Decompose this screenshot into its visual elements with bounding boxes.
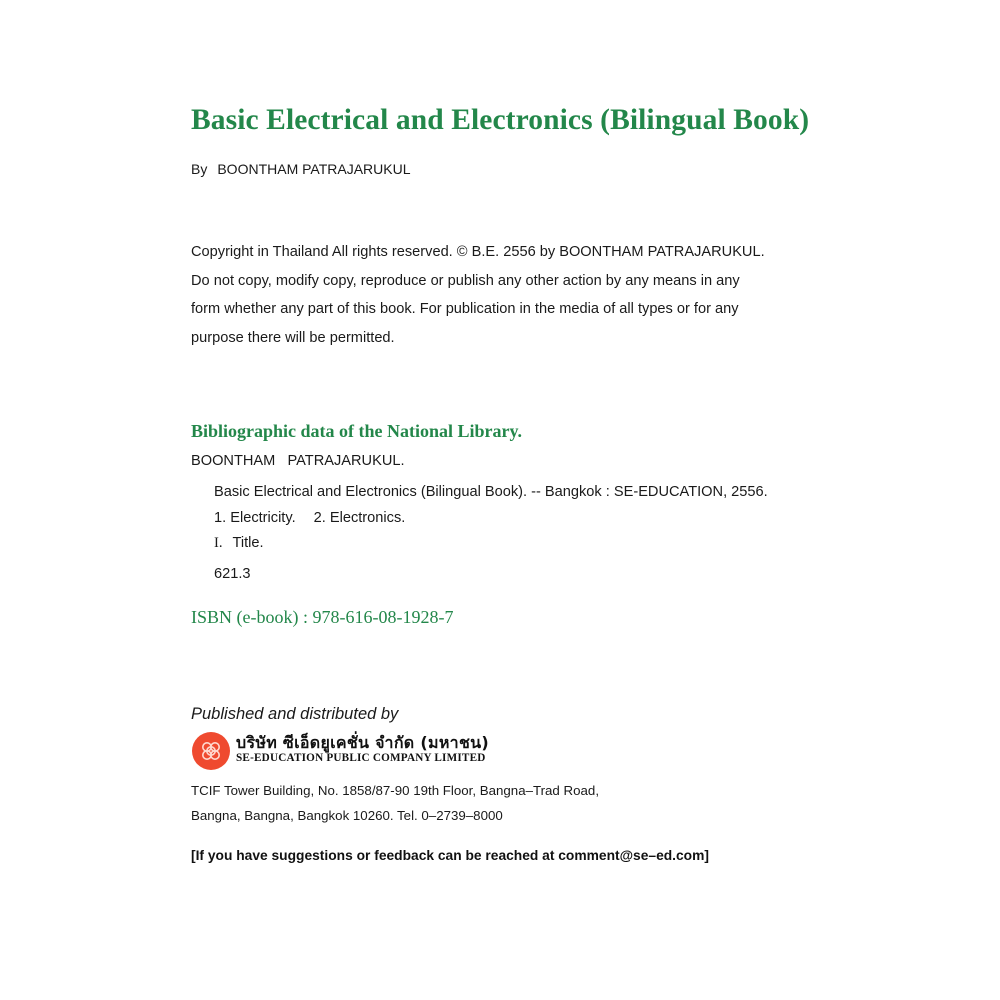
copyright-line: Do not copy, modify copy, reproduce or publish any other action by any means in any	[191, 273, 740, 289]
publisher-name-thai: บริษัท ซีเอ็ดยูเคชั่น จำกัด (มหาชน)	[236, 733, 489, 752]
author-name: BOONTHAM PATRAJARUKUL	[217, 161, 411, 177]
book-title: Basic Electrical and Electronics (Bilingual Book)	[191, 104, 810, 136]
publisher-name-en: SE-EDUCATION PUBLIC COMPANY LIMITED	[236, 752, 486, 764]
author-line	[191, 161, 411, 177]
feedback-note: [If you have suggestions or feedback can be reached at comment@se–ed.com]	[191, 848, 709, 863]
copyright-line: purpose there will be permitted.	[191, 330, 395, 346]
publisher-logo-icon	[192, 732, 230, 770]
address-line: TCIF Tower Building, No. 1858/87-90 19th Floor, Bangna–Trad Road,	[191, 783, 600, 798]
bibliographic-entry: Basic Electrical and Electronics (Bilingual Book). -- Bangkok : SE-EDUCATION, 2556.	[214, 484, 768, 500]
published-label: Published and distributed by	[191, 705, 399, 723]
title-label: Title.	[232, 535, 264, 551]
bibliographic-subjects	[214, 510, 405, 526]
isbn: ISBN (e-book) : 978-616-08-1928-7	[191, 607, 454, 627]
bibliographic-title-entry	[214, 535, 264, 552]
subject-electronics: 2. Electronics.	[313, 510, 406, 526]
bibliographic-heading: Bibliographic data of the National Library.	[191, 421, 523, 441]
copyright-line: Copyright in Thailand All rights reserved. © B.E. 2556 by BOONTHAM PATRAJARUKUL.	[191, 244, 765, 260]
subject-electricity: 1. Electricity.	[214, 510, 296, 526]
address-line: Bangna, Bangna, Bangkok 10260. Tel. 0–2739–8000	[191, 808, 503, 823]
copyright-line: form whether any part of this book. For publication in the media of all types or for any	[191, 301, 739, 317]
bibliographic-author: BOONTHAM PATRAJARUKUL.	[191, 453, 405, 469]
title-numeral: I.	[214, 535, 223, 551]
classification-number: 621.3	[214, 566, 251, 582]
by-label: By	[191, 161, 208, 177]
